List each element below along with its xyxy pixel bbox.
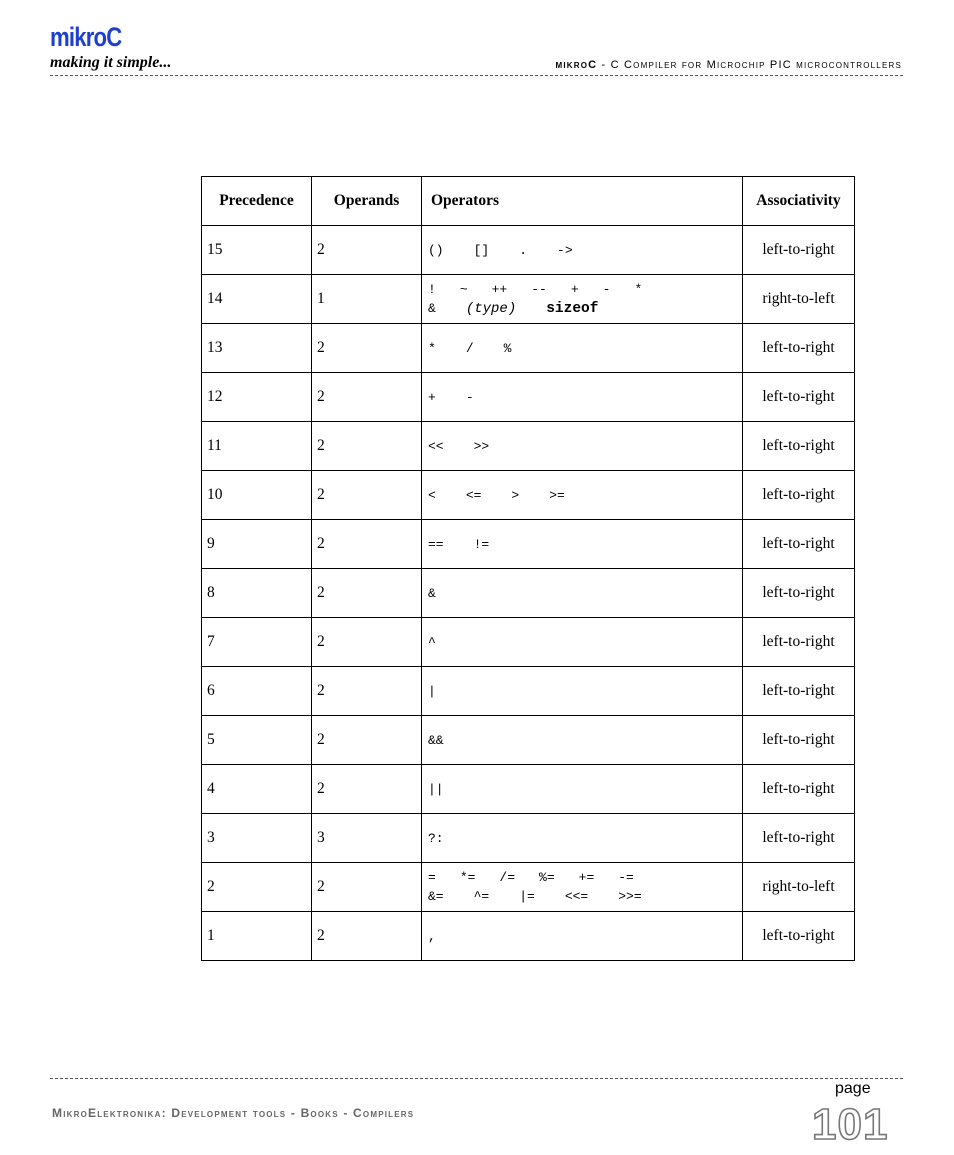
operator-symbol: |= <box>519 889 535 904</box>
operator-symbol: ++ <box>491 281 508 297</box>
table-row <box>202 716 855 765</box>
operator-symbol: %= <box>539 870 555 885</box>
cell-associativity: left-to-right <box>743 912 855 961</box>
cell-operators <box>422 520 743 569</box>
cell-operands: 2 <box>312 373 422 422</box>
operator-symbol: + <box>428 389 436 405</box>
table-row <box>202 569 855 618</box>
cell-operands: 2 <box>312 422 422 471</box>
cell-operands: 2 <box>312 618 422 667</box>
operator-symbol: [] <box>473 242 490 258</box>
table-row <box>202 520 855 569</box>
cell-operands: 2 <box>312 324 422 373</box>
cell-operands: 3 <box>312 814 422 863</box>
table-row <box>202 667 855 716</box>
cell-precedence: 6 <box>202 667 312 716</box>
operator-symbol: *= <box>459 870 476 885</box>
header-associativity: Associativity <box>743 177 855 226</box>
operator-symbol: < <box>428 487 436 503</box>
operator-symbol: - <box>602 281 611 297</box>
cell-precedence: 8 <box>202 569 312 618</box>
cell-precedence: 1 <box>202 912 312 961</box>
header-operands: Operands <box>312 177 422 226</box>
cell-precedence: 5 <box>202 716 312 765</box>
operator-symbol: > <box>511 487 520 503</box>
cell-associativity: left-to-right <box>743 324 855 373</box>
cell-associativity: left-to-right <box>743 618 855 667</box>
cell-operators <box>422 716 743 765</box>
cell-associativity: left-to-right <box>743 716 855 765</box>
operator-symbol: -> <box>557 242 573 258</box>
header-divider <box>50 75 903 76</box>
cell-associativity: left-to-right <box>743 814 855 863</box>
cell-precedence: 12 <box>202 373 312 422</box>
table-header-row <box>202 177 855 226</box>
operator-symbol: | <box>428 683 436 699</box>
cell-operators <box>422 667 743 716</box>
cell-operators <box>422 863 743 912</box>
cell-associativity: left-to-right <box>743 422 855 471</box>
operator-symbol: ~ <box>459 281 468 297</box>
header-title-rest: - C Compiler for Microchip PIC microcontrollers <box>597 59 902 71</box>
table-row <box>202 422 855 471</box>
footer-title: MikroElektronika: Development tools - Books - Compilers <box>52 1106 415 1120</box>
table-row <box>202 324 855 373</box>
cell-precedence: 9 <box>202 520 312 569</box>
operator-symbol: = <box>428 870 436 885</box>
operator-symbol: - <box>465 389 474 405</box>
cell-operands: 2 <box>312 863 422 912</box>
operator-symbol: <<= <box>564 889 589 904</box>
operator-line <box>428 486 742 505</box>
cell-precedence: 15 <box>202 226 312 275</box>
operator-line <box>428 299 742 319</box>
cell-associativity: left-to-right <box>743 667 855 716</box>
cell-associativity: right-to-left <box>743 275 855 324</box>
cell-operands: 2 <box>312 569 422 618</box>
cell-operators <box>422 765 743 814</box>
operator-symbol: <= <box>465 487 482 503</box>
header-title <box>555 59 902 71</box>
operator-symbol: &= <box>428 889 444 904</box>
cell-operators <box>422 373 743 422</box>
operator-line <box>428 927 742 946</box>
cell-operators <box>422 912 743 961</box>
operator-symbol: (type) <box>465 300 517 317</box>
operator-symbol: -- <box>531 281 547 297</box>
operator-symbol: != <box>473 536 490 552</box>
header-title-brand: mikroC <box>555 59 598 71</box>
cell-operands: 1 <box>312 275 422 324</box>
cell-associativity: left-to-right <box>743 226 855 275</box>
operator-line <box>428 535 742 554</box>
operator-symbol: += <box>578 870 595 885</box>
header-precedence: Precedence <box>202 177 312 226</box>
cell-operands: 2 <box>312 912 422 961</box>
operator-symbol: ! <box>428 281 436 297</box>
operator-line <box>428 339 742 358</box>
operator-symbol: ^ <box>428 634 436 650</box>
cell-operators <box>422 814 743 863</box>
operator-symbol: -= <box>618 870 634 885</box>
operator-symbol: >>= <box>618 889 642 904</box>
cell-operators <box>422 422 743 471</box>
operator-line <box>428 280 742 299</box>
operator-symbol: >> <box>473 438 490 454</box>
operator-line <box>428 731 742 750</box>
cell-associativity: left-to-right <box>743 520 855 569</box>
operator-line <box>428 437 742 456</box>
table-row <box>202 275 855 324</box>
table-row <box>202 471 855 520</box>
operator-line <box>428 780 742 799</box>
cell-operators <box>422 618 743 667</box>
header-operators: Operators <box>422 177 743 226</box>
mikroc-logo: mikroC <box>50 22 122 52</box>
operator-line <box>428 633 742 652</box>
operator-line <box>428 388 742 407</box>
cell-precedence: 10 <box>202 471 312 520</box>
cell-associativity: left-to-right <box>743 765 855 814</box>
operator-symbol: + <box>570 281 579 297</box>
operator-symbol: . <box>519 242 528 258</box>
page-number: 101 <box>812 1100 889 1149</box>
operator-symbol: ^= <box>473 889 490 904</box>
table-row <box>202 765 855 814</box>
cell-precedence: 14 <box>202 275 312 324</box>
table-row <box>202 814 855 863</box>
operator-line <box>428 887 742 906</box>
cell-precedence: 4 <box>202 765 312 814</box>
cell-precedence: 3 <box>202 814 312 863</box>
table-row <box>202 226 855 275</box>
cell-operators <box>422 275 743 324</box>
operator-symbol: , <box>428 928 436 944</box>
table-row <box>202 618 855 667</box>
operator-symbol: & <box>428 585 436 601</box>
operator-line <box>428 868 742 887</box>
cell-operands: 2 <box>312 716 422 765</box>
table-row <box>202 912 855 961</box>
cell-operators <box>422 324 743 373</box>
operator-symbol: () <box>428 242 444 258</box>
cell-precedence: 13 <box>202 324 312 373</box>
page-label: page <box>835 1080 871 1097</box>
cell-associativity: left-to-right <box>743 471 855 520</box>
cell-operands: 2 <box>312 520 422 569</box>
operator-symbol: * <box>634 281 643 297</box>
operator-line <box>428 829 742 848</box>
operator-symbol: * <box>428 340 436 356</box>
cell-precedence: 11 <box>202 422 312 471</box>
table-row <box>202 863 855 912</box>
operator-symbol: << <box>428 438 444 454</box>
cell-operands: 2 <box>312 471 422 520</box>
operator-symbol: % <box>503 340 512 356</box>
operator-symbol: /= <box>499 870 516 885</box>
operator-symbol: == <box>428 536 444 552</box>
cell-associativity: right-to-left <box>743 863 855 912</box>
footer-divider <box>50 1078 903 1079</box>
operator-symbol: ?: <box>428 830 444 846</box>
operator-line <box>428 584 742 603</box>
operator-line <box>428 682 742 701</box>
cell-operands: 2 <box>312 226 422 275</box>
operator-symbol: & <box>428 300 436 316</box>
tagline: making it simple... <box>50 54 172 71</box>
cell-precedence: 2 <box>202 863 312 912</box>
cell-operands: 2 <box>312 667 422 716</box>
cell-operators <box>422 226 743 275</box>
operator-symbol: >= <box>549 487 565 503</box>
operator-symbol: / <box>465 340 474 356</box>
cell-operands: 2 <box>312 765 422 814</box>
cell-operators <box>422 569 743 618</box>
operator-line <box>428 241 742 260</box>
cell-precedence: 7 <box>202 618 312 667</box>
cell-associativity: left-to-right <box>743 569 855 618</box>
cell-associativity: left-to-right <box>743 373 855 422</box>
operator-symbol: sizeof <box>546 300 599 317</box>
operator-precedence-table <box>201 176 855 961</box>
table-row <box>202 373 855 422</box>
cell-operators <box>422 471 743 520</box>
operator-symbol: || <box>428 781 444 797</box>
operator-symbol: && <box>428 732 444 748</box>
